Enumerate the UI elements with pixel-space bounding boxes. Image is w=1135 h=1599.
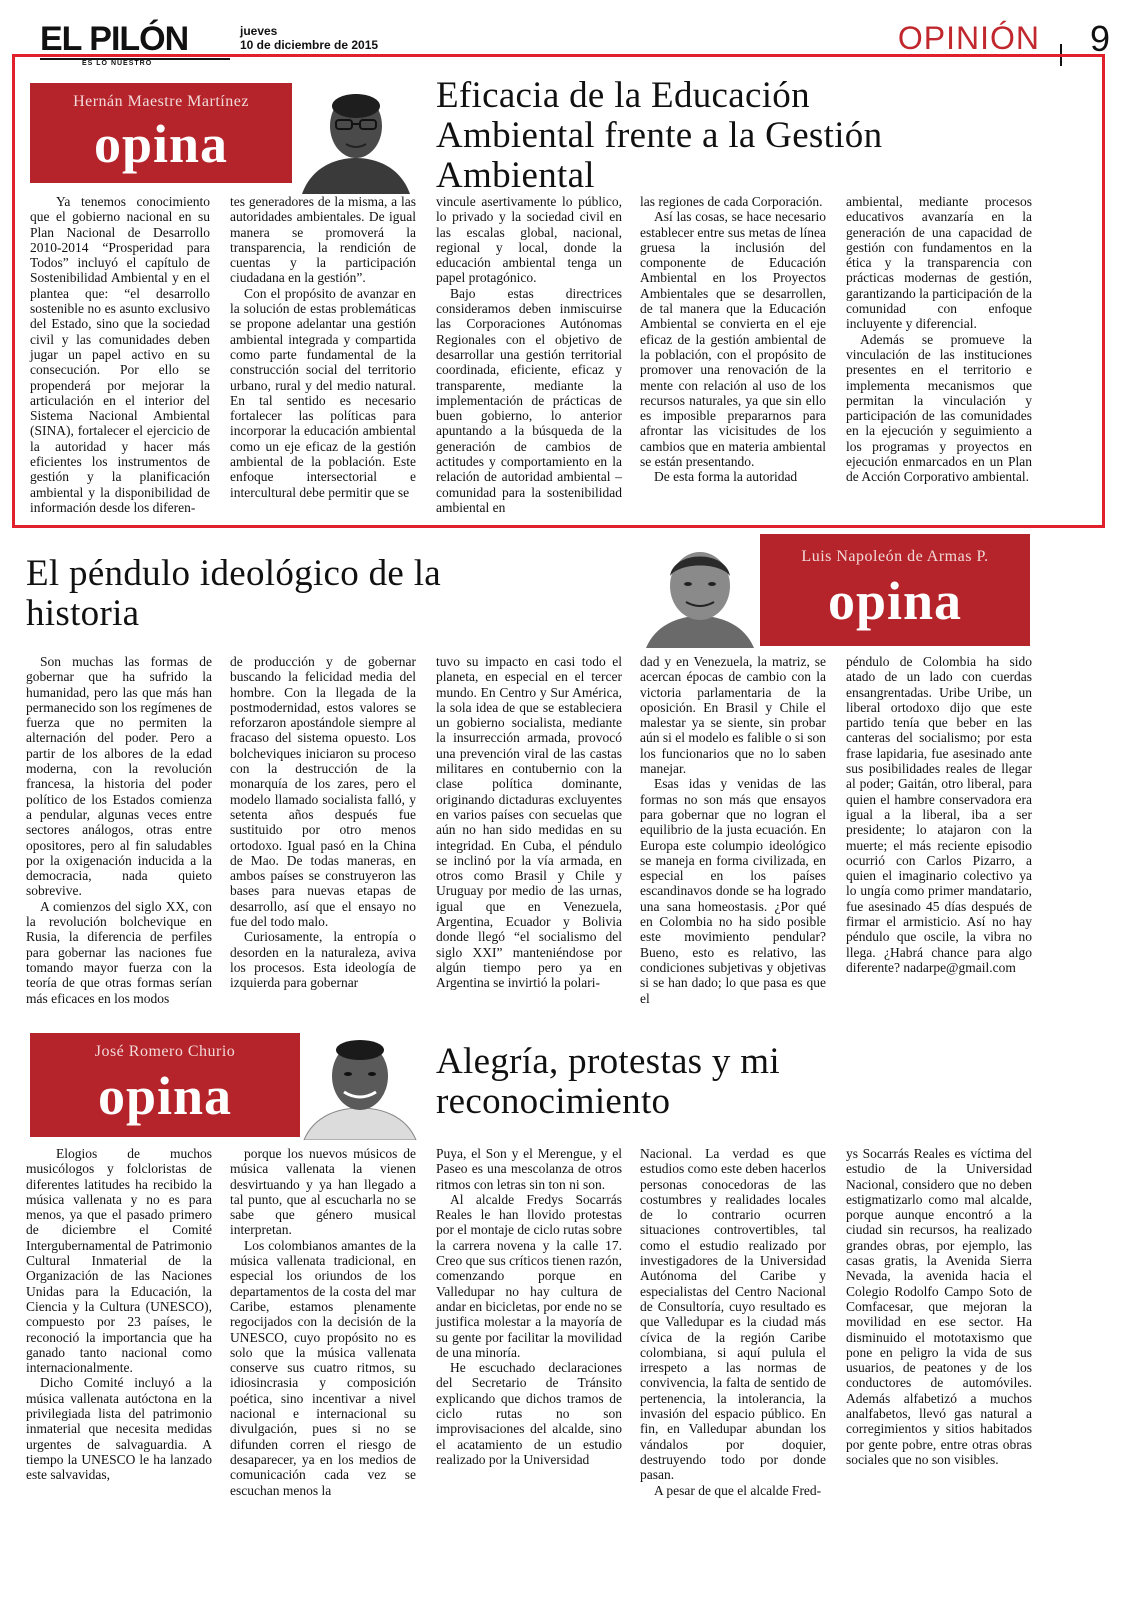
article-column — [230, 194, 416, 500]
article-column — [230, 654, 416, 991]
paragraph: Elogios de muchos musicólogos y folcloristas de diferentes latitudes ha recibido la música vallenata y no es para menos, ya que el pasado primero de diciembre el Comité Intergubernamental de Patrimonio Cultural Inmaterial de la Organización de las Naciones Unidas para la Educación, la Ciencia y la Cultura (UNESCO), compuesto por 23 países, le reconoció la importancia que ha ganado tanto nacional como internacionalmente. — [26, 1146, 212, 1376]
title-line: Ambiental — [436, 155, 595, 196]
title-line: Ambiental frente a la Gestión — [436, 115, 883, 156]
issue-date — [240, 24, 378, 52]
paragraph: tes generadores de la misma, a las autoridades ambientales. De igual manera se promoverá la transparencia, la rendición de cuentas y la participación ciudadana en la gestión”. — [230, 194, 416, 286]
article-title — [26, 554, 646, 634]
article-column — [436, 1146, 622, 1467]
paragraph: Nacional. La verdad es que estudios como este deben hacerlos personas conocedoras de las costumbres y realidades locales de lo contrario ocurren situaciones controvertibles, tal como el estudio realizado por investigadores de la Universidad Autónoma del Caribe y especialistas del Centro Nacional de Consultoría, cuyo resultado es que Valledupar es la ciudad más cívica de la región Caribe colombiana, si aquí pulula el irrespeto a las normas de convivencia, la falta de sentido de pertenencia, la intolerancia, la invasión del espacio público. En fin, en Valledupar abundan los vándalos por doquier, destruyendo todo por donde pasan. — [640, 1146, 826, 1483]
paragraph: Dicho Comité incluyó a la música vallenata autóctona en la privilegiada lista del patrimonio inmaterial que necesita medidas urgentes de salvaguardia. A tiempo la UNESCO le ha lanzado este salvavidas, — [26, 1375, 212, 1483]
article-column — [640, 1146, 826, 1498]
opina-banner — [760, 534, 1030, 646]
page-number: 9 — [1089, 18, 1110, 59]
paragraph: A comienzos del siglo XX, con la revolución bolchevique en Rusia, la diferencia de perfiles para gobernar las naciones fue tomando mayor fuerza con la teoría de que otras formas serían más eficaces en los modos — [26, 898, 212, 1006]
opina-banner — [30, 83, 292, 183]
paragraph: ambiental, mediante procesos educativos avanzaría en la generación de una capacidad de gestión con fundamentos en la ética y la transparencia con prácticas modernas de gestión, garantizando la participación de la comunidad con enfoque incluyente y diferencial. — [846, 194, 1032, 332]
article-column — [230, 1146, 416, 1498]
paragraph: de producción y de gobernar buscando la felicidad media del hombre. Con la llegada de la postmodernidad, estos valores se reforzaron apostándole siempre al fracaso del sistema opuesto. Los bolcheviques iniciaron su proceso con la destrucción de la monarquía de los zares, pero el modelo llamado socialista falló, y setenta años después fue sustituido por otro menos ortodoxo. Igual pasó en la China de Mao. De todas maneras, en ambos países se construyeron las bases para nuevas etapas de desarrollo, así que el ensayo no fue del todo malo. — [230, 654, 416, 930]
article-title — [436, 1042, 1056, 1122]
opina-label: opina — [97, 1066, 233, 1126]
author-photo — [640, 536, 760, 648]
paragraph: Ya tenemos conocimiento que el gobierno nacional en su Plan Nacional de Desarrollo 2010-2014 “Prosperidad para Todos” incluyó el capítulo de Sostenibilidad Ambiental y en el plantea que: “el desarrollo sostenible no es asunto exclusivo del Estado, sino que la sociedad civil y las comunidades deben jugar un papel activo en su consecución. Por ello se propenderá por mejorar la articulación en el interior del Sistema Nacional Ambiental (SINA), fortalecer el ejercicio de la autoridad y hacer más eficientes los instrumentos de gestión y la planificación ambiental y la disponibilidad de información desde los diferen- — [30, 194, 210, 515]
issue-day: jueves — [240, 24, 278, 38]
title-line: historia — [26, 593, 140, 634]
paragraph: Bajo estas directrices consideramos deben inmiscuirse las Corporaciones Autónomas Regionales con el objetivo de desarrollar una gestión territorial coordinada, eficiente, eficaz y transparente, mediante la implementación de prácticas de buen gobierno, lo anterior apuntando a la búsqueda de la generación de cambios de actitudes y comportamiento en la relación de autoridad ambiental – comunidad para la sostenibilidad ambiental en — [436, 285, 622, 515]
article-column — [846, 194, 1032, 485]
author-name: Luis Napoleón de Armas P. — [801, 548, 989, 565]
paragraph: Además se promueve la vinculación de las instituciones presentes en el territorio e implementa mecanismos que permitan la vinculación y participación de las comunidades en la ejecución y seguimiento a los programas y proyectos en ejecución enmarcados en un Plan de Acción Corporativo ambiental. — [846, 331, 1032, 485]
newspaper-logo: EL PILÓN — [40, 20, 189, 58]
paragraph: He escuchado declaraciones del Secretario de Tránsito explicando que dichos tramos de ciclo rutas no son improvisaciones del alcalde, sino el acatamiento de un estudio realizado por la Universidad — [436, 1360, 622, 1467]
paragraph: A pesar de que el alcalde Fred- — [654, 1482, 822, 1498]
paragraph: Son muchas las formas de gobernar que ha sufrido la humanidad, pero las que más han permanecido son los regímenes de fuerza que no permiten la alternación del poder. Pero a partir de los albores de la edad moderna, con la revolución francesa, la historia del poder político de los Estados comienza a pendular, algunas veces entre sectores análogos, otras entre opositores, pero al fin saludables por la oxigenación inducida a la democracia, nada quieto sobrevive. — [26, 654, 212, 899]
title-line: reconocimiento — [436, 1081, 671, 1122]
article-column — [846, 654, 1032, 975]
article-column — [30, 194, 210, 515]
title-line: Eficacia de la Educación — [436, 75, 810, 116]
title-line: Alegría, protestas y mi — [436, 1041, 780, 1082]
article-title — [436, 76, 1076, 196]
paragraph: De esta forma la autoridad — [654, 469, 798, 485]
paragraph: Curiosamente, la entropía o desorden en la naturaleza, aviva los procesos. Esta ideología de izquierda para gobernar — [230, 929, 416, 991]
opina-banner — [30, 1033, 300, 1137]
opina-label: opina — [93, 114, 229, 174]
paragraph: ys Socarrás Reales es víctima del estudio de la Universidad Nacional, considero que no deben estigmatizarlo como mal alcalde, porque aunque encontró a la ciudad sin recursos, ha realizado grandes obras, por ejemplo, las casas gratis, la Avenida Sierra Nevada, la avenida hacia el Colegio Rodolfo Campo Soto de Comfacesar, que mejoran la movilidad en ese sector. Ha disminuido el mototaxismo que pone en peligro la vida de sus usuarios, de peatones y de los conductores de automóviles. Además alfabetizó a muchos analfabetos, llevó gas natural a corregimientos y sitios habitados por gente pobre, entre otras obras sociales que no son visibles. — [846, 1146, 1032, 1467]
article-column — [436, 194, 622, 515]
paragraph: dad y en Venezuela, la matriz, se acercan épocas de cambio con la victoria parlamentaria de la oposición. En Brasil y Chile el malestar ya se siente, sin probar aún si el modelo es falible o si son los funcionarios que no lo saben manejar. — [640, 654, 826, 777]
paragraph: porque los nuevos músicos de música vallenata la vienen desvirtuando y ya han llegado a tal punto, que al escucharla no se sabe que género musical interpretan. — [230, 1146, 416, 1238]
paragraph: las regiones de cada Corporación. — [640, 194, 823, 209]
section-title: OPINIÓN — [897, 20, 1040, 56]
paragraph: vincule asertivamente lo público, lo privado y la sociedad civil en las escalas global, nacional, regional y local, donde la educación ambiental tenga un papel protagónico. — [436, 194, 622, 286]
issue-date-text: 10 de diciembre de 2015 — [240, 38, 379, 52]
paragraph: tuvo su impacto en casi todo el planeta, en especial en el tercer mundo. En Centro y Sur América, la sola idea de que se estableciera un gobierno socialista, mediante la insurrección armada, provocó una prevención viral de las castas militares en contubernio con la clase política dominante, originando dictaduras excluyentes en varios países con secuelas que aún no han sido medidas en su integridad. En Cuba, el péndulo se inclinó por la vía armada, en otros como Brasil y Chile y Uruguay por medio de las urnas, igual que en Venezuela, Argentina, Ecuador y Bolivia donde llegó “el socialismo del siglo XXI” manteniéndose por algún tiempo pero ya en Argentina se invirtió la polari- — [436, 654, 622, 991]
logo-tagline: ES LO NUESTRO — [82, 60, 153, 67]
paragraph: Esas idas y venidas de las formas no son más que ensayos para gobernar que no logran el equilibrio de la justa ecuación. En Europa este columpio ideológico se maneja en forma civilizada, en especial en los países escandinavos donde se ha logrado una sana homeostasis. ¿Por qué en Colombia no ha sido posible este movimiento pendular? Bueno, esto es relativo, las condiciones subjetivas y objetivas si se han dado; lo que pasa es que el — [640, 776, 826, 1006]
opina-label: opina — [827, 571, 963, 631]
article-column — [640, 654, 826, 1006]
paragraph: Con el propósito de avanzar en la solución de estas problemáticas se propone adelantar una gestión ambiental integrada y compartida como parte fundamental de la construcción social del territorio urbano, rural y del medio natural. En tal sentido es necesario fortalecer las políticas para incorporar la educación ambiental como un eje eficaz de la gestión ambiental de la población. Este enfoque intersectorial e intercultural debe permitir que se — [230, 285, 416, 500]
title-line: El péndulo ideológico de la — [26, 553, 441, 594]
article-column — [640, 194, 826, 485]
paragraph: Puya, el Son y el Merengue, y el Paseo es una mescolanza de otros ritmos con letras sin ton ni son. — [436, 1146, 622, 1192]
article-column — [26, 1146, 212, 1483]
author-photo — [300, 1030, 420, 1140]
paragraph: Al alcalde Fredys Socarrás Reales le han llovido protestas por el montaje de ciclo rutas sobre la carrera novena y la calle 17. Creo que sus críticos tienen razón, comenzando porque en Valledupar no hay cultura de andar en bicicletas, por ende no se justifica molestar a la mayoría de su gente por facilitar la movilidad de una minoría. — [436, 1191, 622, 1360]
paragraph: péndulo de Colombia ha sido atado de un lado con cuerdas ensangrentadas. Uribe Uribe, un liberal ortodoxo dijo que este partido tenía que beber en las canteras del socialismo; por esta frase lapidaria, fue asesinado ante sus posibilidades reales de llegar al poder; Gaitán, otro liberal, para quien el hambre conservadora era igual a la liberal, iba a ser presidente; lo atajaron con la muerte; el más reciente episodio ocurrió con Carlos Pizarro, a quien el imaginario colectivo ya lo ungía como primer mandatario, fue asesinado 45 días después de firmar el armisticio. Así no hay péndulo que oscile, la vibra no llega. ¿Habrá chance para algo diferente? nadarpe@gmail.com — [846, 654, 1032, 975]
paragraph: Los colombianos amantes de la música vallenata tradicional, en especial los oriundos de los departamentos de la costa del mar Caribe, estamos plenamente regocijados con la decisión de la UNESCO, cuyo propósito no es solo que la música vallenata conserve sus cuatro ritmos, su idiosincrasia y composición poética, sino incentivar a nivel nacional e internacional su divulgación, pues si no se difunden corren el riesgo de desaparecer, ya en los medios de comunicación cada vez se escuchan menos la — [230, 1237, 416, 1498]
author-name: José Romero Churio — [94, 1043, 236, 1060]
article-column — [846, 1146, 1032, 1467]
paragraph: Así las cosas, se hace necesario establecer entre sus metas de línea gruesa la inclusión del componente de Educación Ambiental en los Proyectos Ambientales que se desarrollen, de tal manera que la Educación Ambiental se convierta en el eje eficaz de la gestión ambiental de la población, con el propósito de promover una renovación de la mente con relación al uso de los recursos naturales, ya que sin ello es imposible prepararnos para afrontar las vicisitudes de los cambios que en materia ambiental se están presentando. — [640, 209, 826, 470]
article-column — [26, 654, 212, 1006]
article-column — [436, 654, 622, 991]
author-photo — [292, 76, 420, 194]
author-name: Hernán Maestre Martínez — [73, 93, 249, 110]
